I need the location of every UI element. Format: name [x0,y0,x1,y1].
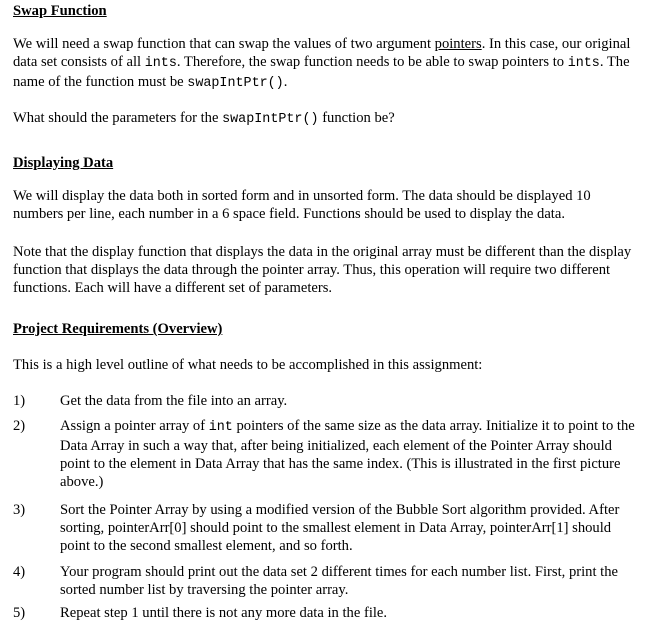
swap-function-heading: Swap Function [13,3,107,19]
displaying-data-heading: Displaying Data [13,155,114,171]
list-text: Sort the Pointer Array by using a modified version of the Bubble Sort algorithm provided. After sorting, pointerArr[0] should point to the smallest element in Data Array, pointerArr[1] should point to the second smallest element, and so forth. [60,502,620,554]
list-item [13,392,637,410]
list-number: 1) [13,393,26,409]
question-text-2: function be? [318,110,395,126]
list-item [13,604,637,622]
list-number: 2) [13,418,26,434]
pointers-link[interactable]: pointers [434,36,482,52]
list-text: Your program should print out the data set 2 different times for each number list. First, print the sorted number list by traversing the pointer array. [60,564,618,598]
swap-text-1: We will need a swap function that can swap the values of two argument [13,36,435,52]
swap-question [13,109,637,129]
code-swapintptr: swapIntPtr() [187,76,284,91]
list-text: Get the data from the file into an array. [60,393,288,409]
swap-function-paragraph [13,35,637,93]
list-text [60,417,637,491]
code-swapintptr-question: swapIntPtr() [222,112,319,127]
swap-text-4: . The name of the function must be [13,54,630,90]
code-int: int [208,420,233,435]
list-number: 3) [13,502,26,518]
list-number: 4) [13,564,26,580]
list-item [13,563,637,599]
display-paragraph-1: We will display the data both in sorted form and in unsorted form. The data should be displayed 10 numbers per line, each number in a 6 space field. Functions should be used to display the data. [13,188,591,222]
code-ints-2: ints [567,56,600,71]
list-text-part: Assign a pointer array of [60,418,209,434]
swap-text-2: . In this case, our original data set consists of all [13,36,631,70]
swap-text-5: . [283,74,288,90]
project-requirements-heading: Project Requirements (Overview) [13,321,223,337]
display-paragraph-2: Note that the display function that displays the data in the original array must be different than the display function that displays the data through the pointer array. Thus, this operation will require two different functions. Each will have a different set of parameters. [13,244,632,296]
list-text-part: pointers of the same size as the data array. Initialize it to point to the Data Array in such a way that, after being initialized, each element of the Pointer Array should point to the element in Data Array that has the same index. (This is illustrated in the first picture above.) [60,418,635,490]
list-item [13,417,637,491]
question-text-1: What should the parameters for the [13,110,223,126]
requirements-intro: This is a high level outline of what needs to be accomplished in this assignment: [13,357,483,373]
code-ints-1: ints [144,56,177,71]
list-number: 5) [13,605,26,621]
list-item [13,501,637,555]
list-text: Repeat step 1 until there is not any more data in the file. [60,605,388,621]
swap-text-3: . Therefore, the swap function needs to be able to swap pointers to [176,54,568,70]
